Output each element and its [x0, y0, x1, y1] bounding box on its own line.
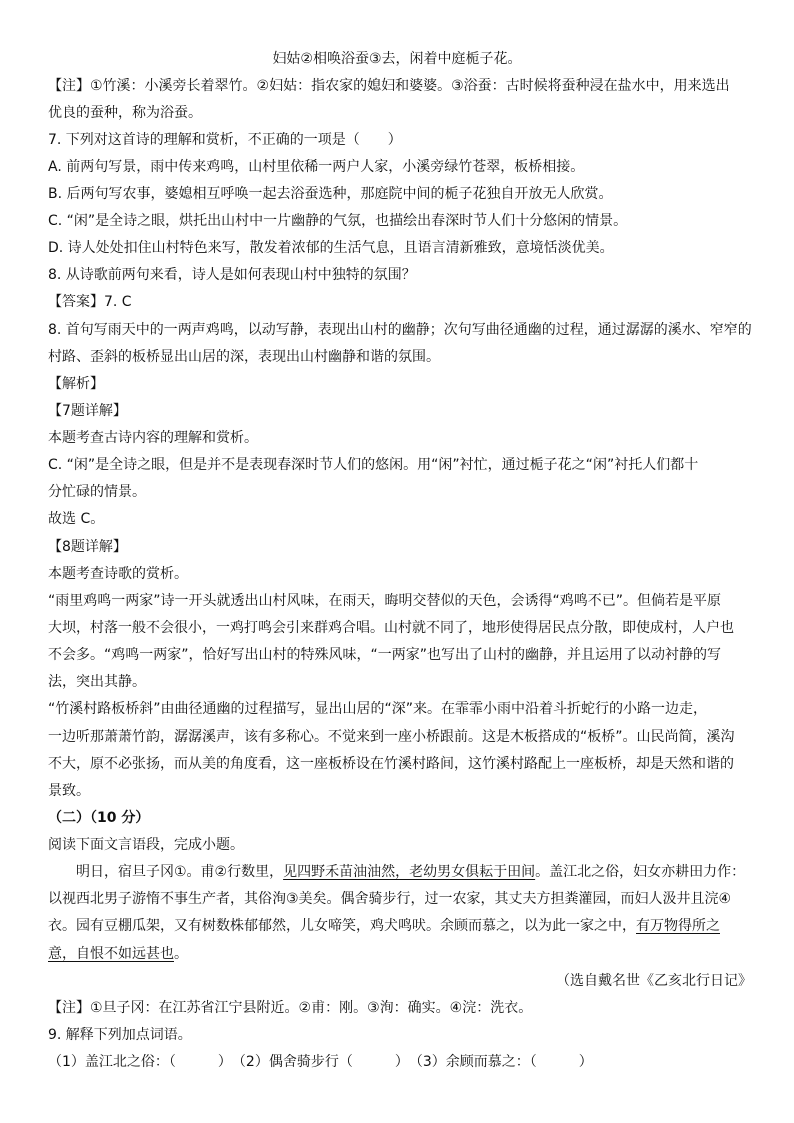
answer-8-line-2: 村路、歪斜的板桥显出山居的深，表现出山村幽静和谐的氛围。: [48, 349, 440, 365]
answer-line: 【答案】7. C: [48, 294, 132, 310]
q7-detail-line-1: C. “闲”是全诗之眼，但是并不是表现春深时节人们的悠闲。用“闲”衬忙，通过栀子花之“闲”衬托人们都十: [48, 457, 699, 473]
q7-detail-line-2: 分忙碌的情景。: [48, 484, 146, 500]
q8-detail-p2-line-4: 景致。: [48, 783, 90, 799]
passage-line-2: 以视西北男子游惰不事生产者，其俗洵③美矣。偶舍骑步行，过一农家，其丈夫方担粪灌园，而妇人汲井且浣④: [48, 891, 732, 907]
q8-detail-p1-line-2: 大坝，村落一般不会很小，一鸡打鸣会引来群鸡合唱。山村就不同了，地形使得居民点分散，即使成村，人户也: [48, 620, 734, 636]
q7-detail-intro: 本题考查古诗内容的理解和赏析。: [48, 430, 258, 446]
question-9: 9. 解释下列加点词语。: [48, 1027, 192, 1043]
q7-option-b: B. 后两句写农事，婆媳相互呼唤一起去浴蚕选种，那庭院中间的栀子花独自开放无人欣赏。: [48, 186, 613, 202]
passage-text: 。盖江北之俗，妇女亦耕田力作：: [535, 864, 746, 880]
q7-option-d: D. 诗人处处扣住山村特色来写，散发着浓郁的生活气息，且语言清新雅致，意境恬淡优美。: [48, 240, 614, 256]
passage-underlined-sentence-2-cont: 意，自恨不如远甚也: [48, 946, 174, 962]
q7-detail-label: 【7题详解】: [48, 403, 127, 419]
q8-detail-p2-line-2: 一边听那萧萧竹韵，潺潺溪声，该有多称心。不觉来到一座小桥跟前。这是木板搭成的“板桥”。山民尚简，溪沟: [48, 729, 735, 745]
passage-text: 衣。园有豆棚瓜架，又有树数株郁郁然，儿女啼笑，鸡犬鸣吠。余顾而慕之，以为此一家之中，: [48, 918, 636, 934]
q7-option-a: A. 前两句写景，雨中传来鸡鸣，山村里依稀一两户人家，小溪旁绿竹苍翠，板桥相接。: [48, 159, 585, 175]
q8-detail-p2-line-3: 不大，原不必张扬，而从美的角度看，这一座板桥设在竹溪村路间，这竹溪村路配上一座板桥，却是天然和谐的: [48, 756, 734, 772]
passage-text: 。: [174, 946, 188, 962]
reading-instruction: 阅读下面文言语段，完成小题。: [48, 837, 244, 853]
passage-text: 明日，宿旦子冈①。甫②行数里，: [76, 864, 284, 880]
passage-underlined-sentence-2: 有万物得所之: [636, 918, 720, 934]
q7-choice: 故选 C。: [48, 511, 105, 527]
poem-last-line: 妇姑②相唤浴蚕③去，闲着中庭栀子花。: [272, 51, 522, 67]
poem-note-line-1: 【注】①竹溪：小溪旁长着翠竹。②妇姑：指农家的媳妇和婆婆。③浴蚕：古时候将蚕种浸在盐水中，用来选出: [48, 78, 730, 94]
answer-8-line-1: 8. 首句写雨天中的一两声鸡鸣，以动写静，表现出山村的幽静；次句写曲径通幽的过程，通过潺潺的溪水、窄窄的: [48, 322, 752, 338]
passage-underlined-sentence-1: 见四野禾苗油油然，老幼男女俱耘于田间: [283, 864, 536, 880]
q8-detail-p1-line-3: 不会多。“鸡鸣一两家”，恰好写出山村的特殊风味，“一两家”也写出了山村的幽静，并且运用了以动衬静的写: [48, 647, 722, 663]
q8-detail-intro: 本题考查诗歌的赏析。: [48, 566, 188, 582]
q7-option-c: C. “闲”是全诗之眼，烘托出山村中一片幽静的气氛，也描绘出春深时节人们十分悠闲的情景。: [48, 213, 628, 229]
passage-source: （选自戴名世《乙亥北行日记》: [556, 973, 752, 989]
passage-note: 【注】①旦子冈：在江苏省江宁县附近。②甫：刚。③洵：确实。④浣：洗衣。: [48, 1000, 533, 1016]
passage-line-4: [48, 944, 752, 964]
q8-detail-p1-line-1: “雨里鸡鸣一两家”诗一开头就透出山村风味，在雨天，晦明交替似的天色，会诱得“鸡鸣不已”。但倘若是平原: [48, 593, 722, 609]
analysis-label: 【解析】: [48, 376, 104, 392]
passage-line-3: [48, 916, 752, 936]
q8-detail-p1-line-4: 法，突出其静。: [48, 674, 146, 690]
q8-detail-p2-line-1: “竹溪村路板桥斜”由曲径通幽的过程描写，显出山居的“深”来。在霏霏小雨中沿着斗折蛇行的小路一边走，: [48, 701, 708, 717]
question-7: 7. 下列对这首诗的理解和赏析，不正确的一项是（ ）: [48, 132, 402, 148]
q8-detail-label: 【8题详解】: [48, 539, 127, 555]
poem-note-line-2: 优良的蚕种，称为浴蚕。: [48, 105, 202, 121]
question-8: 8. 从诗歌前两句来看，诗人是如何表现山村中独特的氛围？: [48, 267, 416, 283]
passage-line-1: [76, 862, 752, 882]
question-9-items: （1）盖江北之俗：（ ） （2）偶舍骑步行（ ） （3）余顾而慕之：（ ）: [48, 1054, 593, 1070]
section-2-title: （二）（10 分）: [48, 810, 150, 826]
